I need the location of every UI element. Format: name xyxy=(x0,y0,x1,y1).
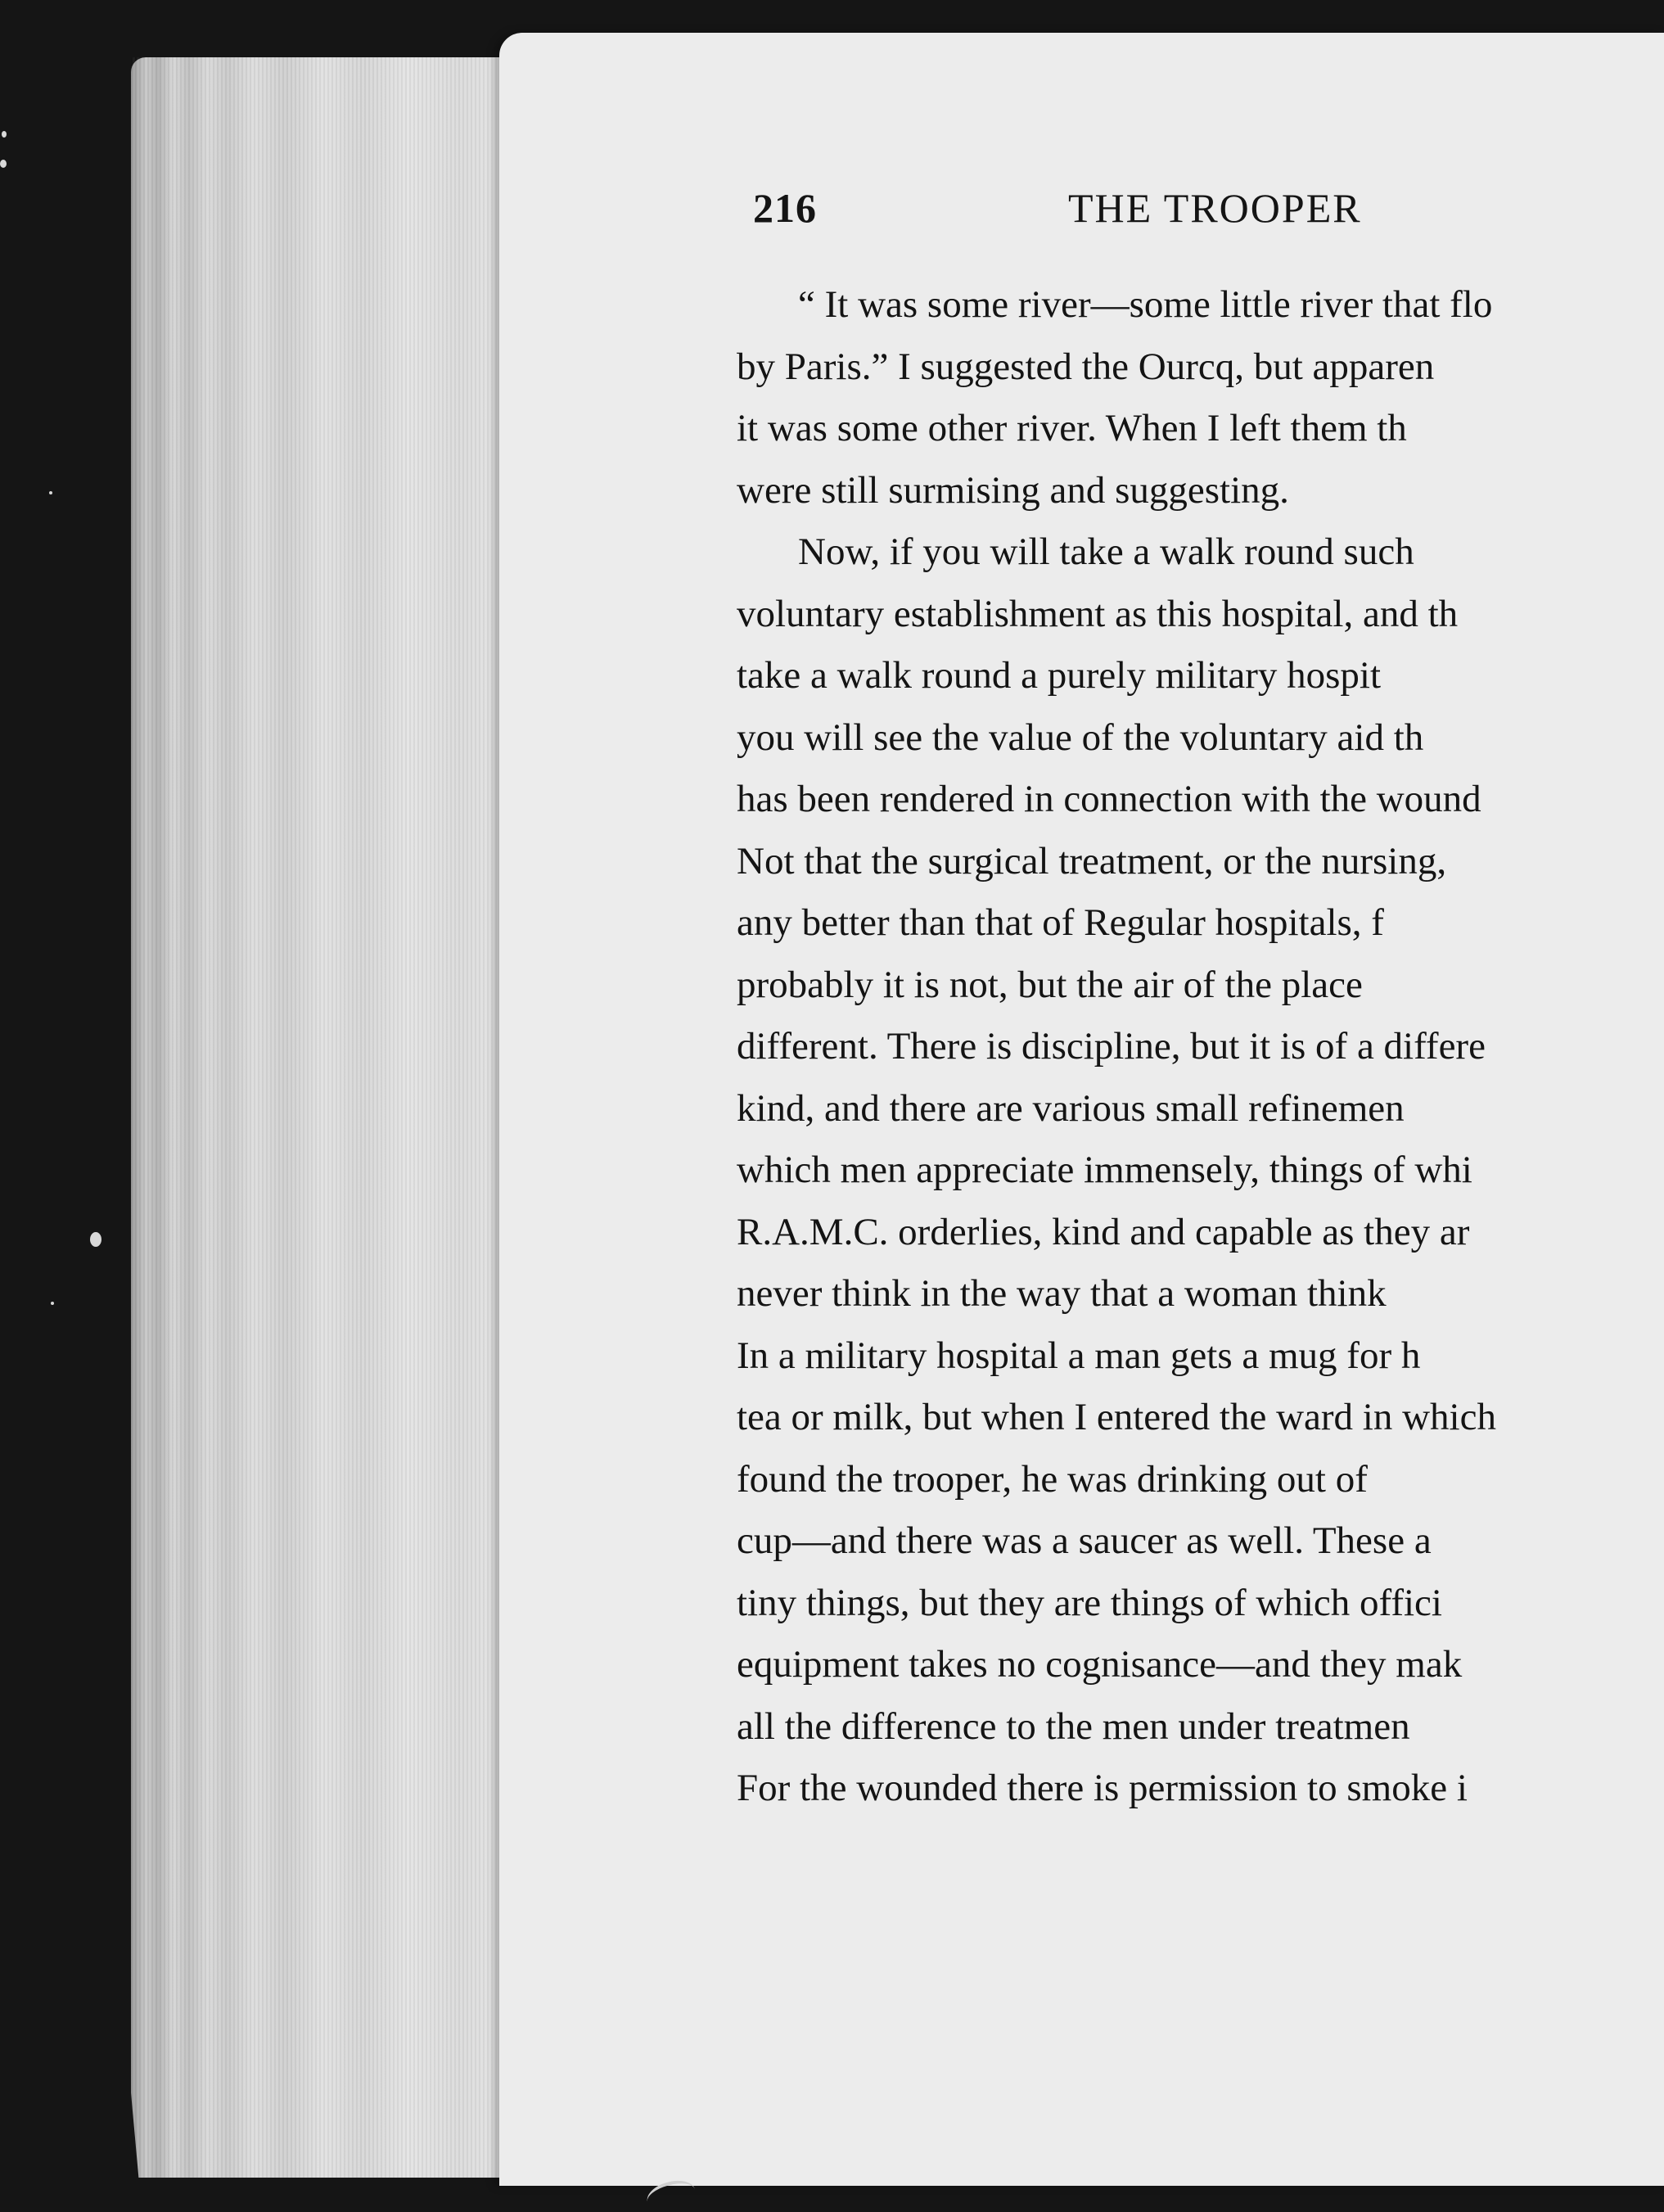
text-line: different. There is discipline, but it is of a differe xyxy=(737,1025,1486,1068)
text-line: For the wounded there is permission to smoke i xyxy=(737,1767,1468,1809)
margin-speck xyxy=(90,1232,101,1247)
text-line: kind, and there are various small refinemen xyxy=(737,1086,1405,1130)
text-line: probably it is not, but the air of the place xyxy=(737,963,1363,1006)
text-line: tiny things, but they are things of which offici xyxy=(737,1581,1442,1624)
page-number: 216 xyxy=(753,185,817,231)
text-line: were still surmising and suggesting. xyxy=(737,468,1289,512)
text-line: In a military hospital a man gets a mug for h xyxy=(737,1334,1421,1377)
text-line: Now, if you will take a walk round such xyxy=(798,530,1414,573)
text-line: voluntary establishment as this hospital, and th xyxy=(737,592,1459,635)
text-line: by Paris.” I suggested the Ourcq, but apparen xyxy=(737,345,1435,388)
text-line: found the trooper, he was drinking out of xyxy=(737,1457,1368,1501)
text-line: “ It was some river—some little river that flo xyxy=(798,283,1493,326)
margin-speck xyxy=(0,160,7,168)
stacked-page-edges xyxy=(131,57,516,2178)
text-line: has been rendered in connection with the wound xyxy=(737,778,1481,820)
running-title: THE TROOPER xyxy=(1068,185,1362,231)
body-text xyxy=(737,274,1664,1820)
running-header xyxy=(737,184,1664,242)
text-line: take a walk round a purely military hospit xyxy=(737,654,1382,697)
text-line: you will see the value of the voluntary aid th xyxy=(737,716,1424,759)
text-line: all the difference to the men under treatmen xyxy=(737,1704,1410,1748)
text-line: Not that the surgical treatment, or the nursing, xyxy=(737,839,1447,883)
text-line: which men appreciate immensely, things of whi xyxy=(737,1149,1472,1191)
text-line: cup—and there was a saucer as well. These a xyxy=(737,1519,1432,1562)
text-line: tea or milk, but when I entered the ward in which xyxy=(737,1396,1496,1438)
text-line: it was some other river. When I left them th xyxy=(737,407,1407,449)
text-line: equipment takes no cognisance—and they mak xyxy=(737,1643,1463,1686)
text-line: any better than that of Regular hospitals, f xyxy=(737,901,1384,944)
margin-speck xyxy=(51,1302,54,1305)
margin-speck xyxy=(49,491,52,494)
text-line: never think in the way that a woman think xyxy=(737,1272,1387,1315)
text-line: R.A.M.C. orderlies, kind and capable as they ar xyxy=(737,1210,1470,1253)
page-text-block xyxy=(737,184,1664,1820)
margin-speck xyxy=(2,131,7,138)
